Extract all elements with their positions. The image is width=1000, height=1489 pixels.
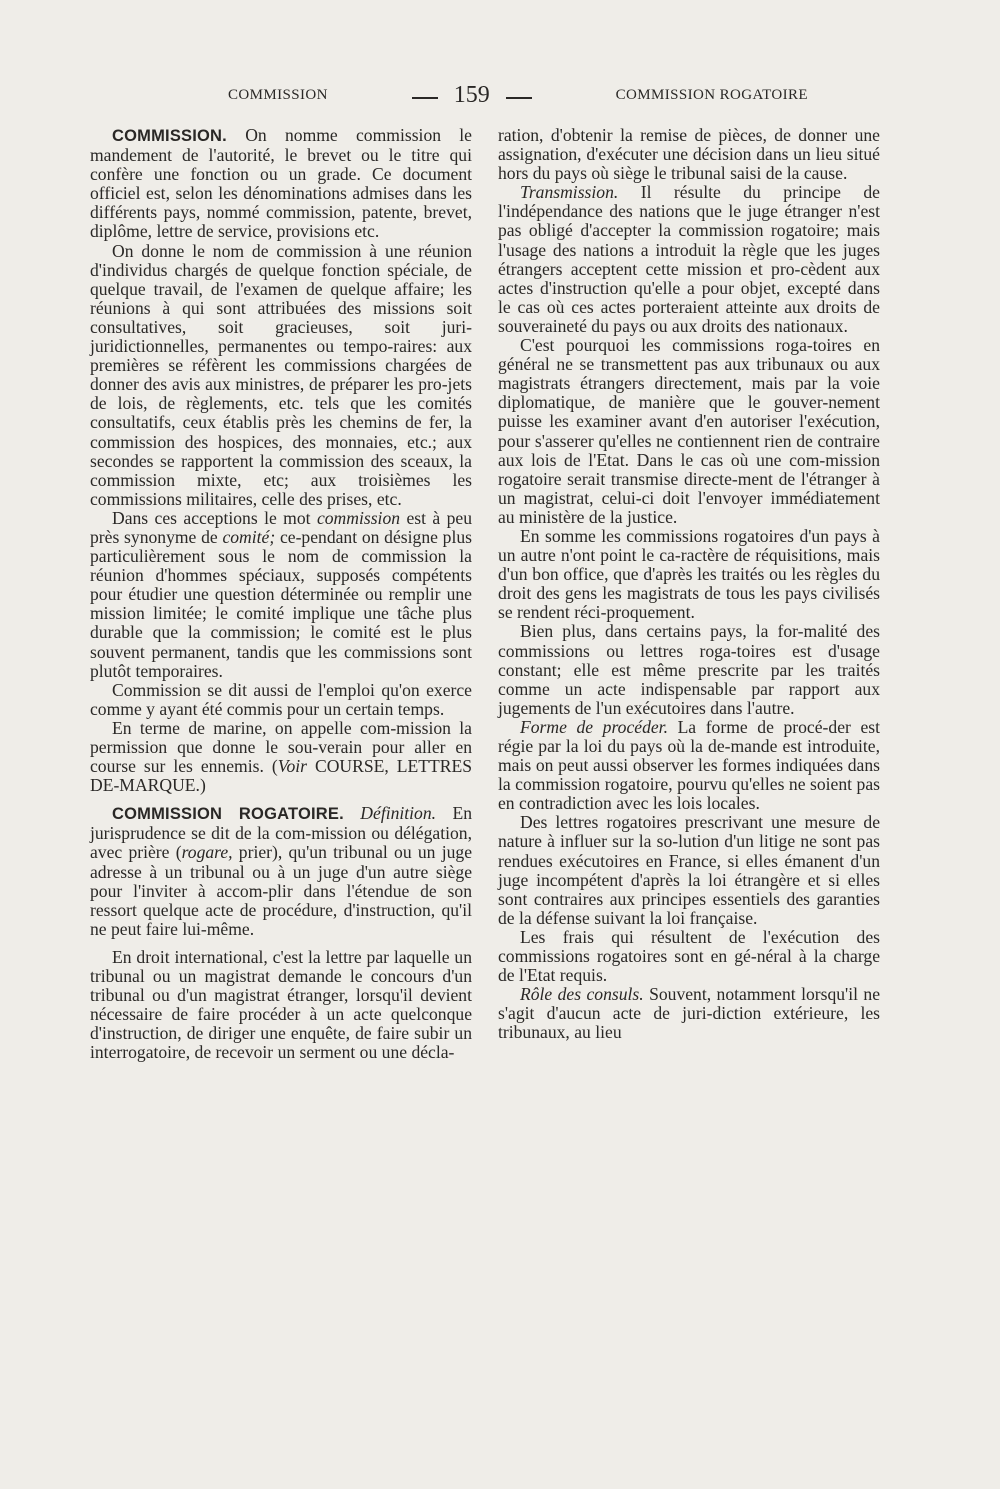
header-left-title: COMMISSION	[228, 86, 328, 103]
italic-run: Rôle des consuls.	[520, 984, 644, 1005]
text-run: Dans ces acceptions le mot	[112, 507, 317, 528]
text-run: La forme de procé-der est régie par la loi du pays où la de-mande est introduite, mais on peut aussi observer les formes indiquées dans la commission rogatoire, pourvu qu'elles ne soient pas en contradiction avec les lois locales.	[498, 716, 880, 814]
headword-commission-rogatoire: COMMISSION ROGATOIRE.	[112, 805, 344, 824]
text-run: ce-pendant on désigne plus particulièrement sous le nom de commission la réunion d'hommes spéciaux, supposés compétents pour étudier une question déterminée ou remplir une mission limitée; le comité implique une tâche plus durable que la commission; le comité est le plus souvent permanent, tandis que les commissions sont plutôt temporaires.	[90, 526, 472, 681]
text-run: est à peu près synonyme de	[90, 507, 473, 547]
dash-right	[506, 97, 532, 99]
header-right-title: COMMISSION ROGATOIRE	[615, 86, 808, 103]
page-number: 159	[453, 81, 490, 108]
italic-run: Transmission.	[520, 182, 619, 203]
paragraph	[90, 509, 472, 681]
paragraph: Des lettres rogatoires prescrivant une mesure de nature à influer sur la so-lution d'un litige ne sont pas rendues exécutoires en France, si elles émanent d'un juge incompétent d'après la loi étrangère et si elles sont contraires aux principes essentiels des garanties de la défense suivant la loi française.	[498, 812, 880, 928]
italic-run: Forme de procéder.	[520, 716, 668, 737]
paragraph: C'est pourquoi les commissions roga-toires en général ne se transmettent pas aux tribunaux ou aux magistrats étrangers directement, mais par la voie diplomatique, de manière que le gouver-nement puisse les examiner avant d'en autoriser l'exécution, pour s'asserer qu'elles ne contiennent rien de contraire aux lois de l'Etat. Dans le cas où une com-mission rogatoire serait transmise directe-ment de l'étranger à un magistrat, celui-ci doit l'envoyer immédiatement au ministère de la justice.	[498, 335, 880, 527]
entry-commission	[90, 126, 472, 242]
italic-run: Voir	[277, 756, 308, 777]
italic-run: commission	[316, 507, 401, 528]
running-header	[228, 80, 808, 110]
paragraph	[498, 985, 880, 1042]
headword-commission: COMMISSION.	[112, 127, 227, 145]
dash-left	[412, 97, 438, 99]
paragraph: En droit international, c'est la lettre par laquelle un tribunal ou un magistrat demande le concours d'un tribunal ou d'un magistrat étranger, lorsqu'il devient nécessaire de faire procéder à un acte quelconque d'instruction, de diriger une enquête, de faire subir un interrogatoire, de recevoir un serment ou une décla-	[90, 946, 472, 1063]
entry-commission-rogatoire	[90, 804, 472, 939]
page-number-group	[396, 82, 548, 109]
italic-run: rogare,	[181, 842, 233, 863]
paragraph: Commission se dit aussi de l'emploi qu'on exerce comme y ayant été commis pour un certain temps.	[90, 679, 472, 719]
italic-run: comité;	[222, 526, 276, 547]
text-run: En terme de marine, on appelle com-mission la permission que donne le sou-verain pour aller en course sur les ennemis. (	[90, 717, 472, 777]
paragraph	[498, 718, 880, 813]
paragraph-continued: ration, d'obtenir la remise de pièces, de donner une assignation, d'exécuter une décision dans un lieu situé hors du pays où siège le tribunal saisi de la cause.	[498, 125, 880, 184]
italic-run: Définition.	[343, 803, 437, 824]
left-column	[90, 126, 472, 1063]
paragraph	[90, 719, 472, 795]
text-run: Il résulte du principe de l'indépendance des nations que le juge étranger n'est pas obligé d'accepter la commission rogatoire; mais l'usage des nations a introduit la règle que les juges étrangers acceptent cette mission et pro-cèdent aux actes d'instruction qu'elle a pour objet, excepté dans le cas où ces actes porteraient atteinte aux droits de souveraineté du pays ou aux droits des nationaux.	[498, 182, 880, 336]
text-run: Souvent, notamment lorsqu'il ne s'agit d'aucun acte de juri-diction extérieure, les tribunaux, au lieu	[498, 984, 881, 1043]
paragraph: On donne le nom de commission à une réunion d'individus chargés de quelque fonction spéciale, de quelque travail, de l'examen de quelque affaire; les réunions à qui sont attribuées des missions soit consultatives, soit gracieuses, soit juri-juridictionnelles, permanentes ou tempo-raires: aux premières se réfèrent les commissions chargées de donner des avis aux ministres, de préparer les pro-jets de lois, de règlements, etc. tels que les comités consultatifs, ceux établis près les chemins de fer, la commission des hospices, des monnaies, etc.; aux secondes se rapportent la commission des sceaux, la commission mixte, etc; aux troisièmes les commissions militaires, celle des prises, etc.	[90, 240, 472, 509]
text-run: En jurisprudence se dit de la com-mission ou délégation, avec prière (	[90, 803, 472, 863]
right-column	[498, 126, 880, 1043]
text-run: COURSE, LETTRES DE-MARQUE.)	[90, 756, 472, 796]
entry-text: On nomme commission le mandement de l'autorité, le brevet ou le titre qui confère une fonction ou un grade. Ce document officiel est, selon les dénominations admises dans les différents pays, nommé commission, patente, brevet, diplôme, lettre de service, provisions etc.	[90, 125, 472, 242]
text-run: prier), qu'un tribunal ou un juge adresse à un tribunal ou à un juge d'un autre siège pour l'inviter à accom-plir dans l'étendue de son ressort quelque acte de procédure, d'instruction, qu'il ne peut faire lui-même.	[90, 842, 473, 939]
paragraph: En somme les commissions rogatoires d'un pays à un autre n'ont point le ca-ractère de réquisitions, mais d'un bon office, que d'après les traités ou les règles du droit des gens les magistrats de tous les pays civilisés se rendent réci-proquement.	[498, 525, 880, 623]
paragraph: Bien plus, dans certains pays, la for-malité des commissions ou lettres roga-toires est d'usage constant; elle est même prescrite par les traités comme un acte indispensable par rapport aux jugements de l'un exécutoires dans l'autre.	[498, 621, 880, 718]
paragraph	[498, 183, 880, 336]
paragraph: Les frais qui résultent de l'exécution des commissions rogatoires sont en gé-néral à la charge de l'Etat requis.	[498, 926, 880, 986]
